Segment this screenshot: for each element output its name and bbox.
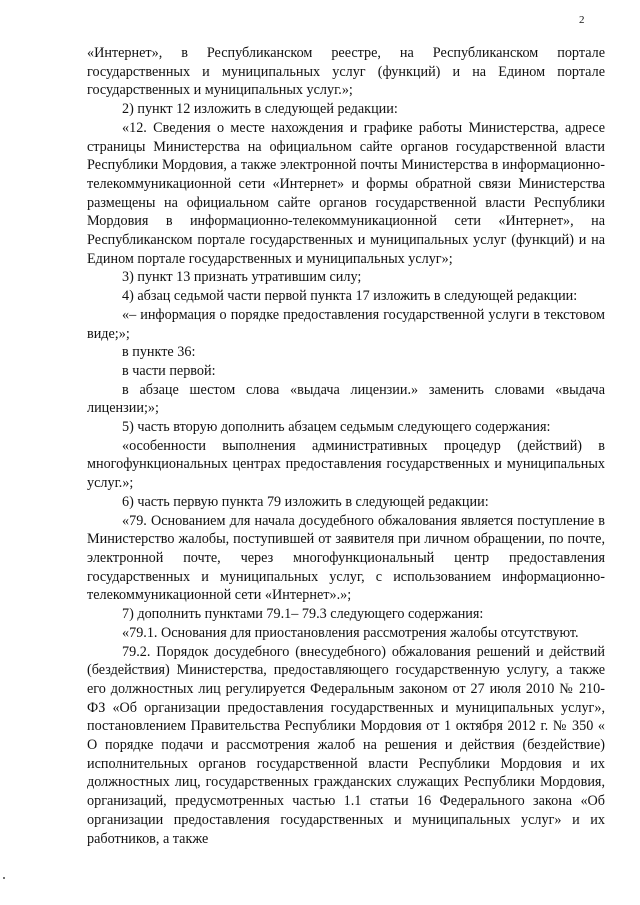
paragraph: 79.2. Порядок досудебного (внесудебного) обжалования решений и действий (бездействия) Министерства, предоставляющего государственную услугу, а также его должностных лиц регулируется Федеральным законом от 27 июля 2010 № 210-ФЗ «Об организации предоставления государственных и муниципальных услуг», постановлением Правительства Республики Мордовия от 1 октября 2012 г. № 350 « О порядке подачи и рассмотрения жалоб на решения и действия (бездействие) исполнительных органов государственной власти Республики Мордовия и их должностных лиц, государственных гражданских служащих Республики Мордовия, организаций, предусмотренных частью 1.1 статьи 16 Федерального закона «Об организации предоставления государственных и муниципальных услуг» и их работников, а также: [87, 643, 605, 847]
paragraph: «особенности выполнения административных процедур (действий) в многофункциональных центрах предоставления государственных и муниципальных услуг.»;: [87, 437, 605, 492]
paragraph: в пункте 36:: [122, 344, 196, 361]
paragraph: 3) пункт 13 признать утратившим силу;: [122, 269, 362, 286]
paragraph: 7) дополнить пунктами 79.1– 79.3 следующего содержания:: [122, 606, 484, 623]
paragraph: 6) часть первую пункта 79 изложить в следующей редакции:: [122, 493, 489, 510]
paragraph: 4) абзац седьмой части первой пункта 17 изложить в следующей редакции:: [122, 288, 578, 305]
paragraph: 2) пункт 12 изложить в следующей редакции:: [122, 101, 398, 118]
scan-speck: [3, 877, 5, 879]
paragraph: «79. Основанием для начала досудебного обжалования является поступление в Министерство жалобы, поступившей от заявителя при личном обращении, по почте, электронной почте, через многофункциональный центр предоставления государственных и муниципальных услуг, с использованием информационно-телекоммуникационной сети «Интернет».»;: [87, 512, 605, 604]
paragraph: 5) часть вторую дополнить абзацем седьмым следующего содержания:: [122, 419, 551, 436]
paragraph: «– информация о порядке предоставления государственной услуги в текстовом виде;»;: [87, 306, 605, 342]
paragraph: в части первой:: [122, 362, 216, 379]
paragraph: «79.1. Основания для приостановления рассмотрения жалобы отсутствуют.: [122, 624, 579, 641]
paragraph: «Интернет», в Республиканском реестре, на Республиканском портале государственных и муниципальных услуг (функций) и на Едином портале государственных и муниципальных услуг.»;: [87, 45, 605, 99]
document-body: [87, 44, 605, 848]
paragraph: «12. Сведения о месте нахождения и графике работы Министерства, адресе страницы Министерства на официальном сайте органов государственной власти Республики Мордовия, а также электронной почты Министерства в информационно-телекоммуникационной сети «Интернет» и формы обратной связи Министерства размещены на официальном сайте органов государственной власти Республики Мордовия в информационно-телекоммуникационной сети «Интернет», на Республиканском портале государственных и муниципальных услуг (функций) и на Едином портале государственных и муниципальных услуг»;: [87, 119, 605, 267]
paragraph: в абзаце шестом слова «выдача лицензии.» заменить словами «выдача лицензии;»;: [87, 381, 605, 417]
page-number: 2: [579, 14, 585, 26]
